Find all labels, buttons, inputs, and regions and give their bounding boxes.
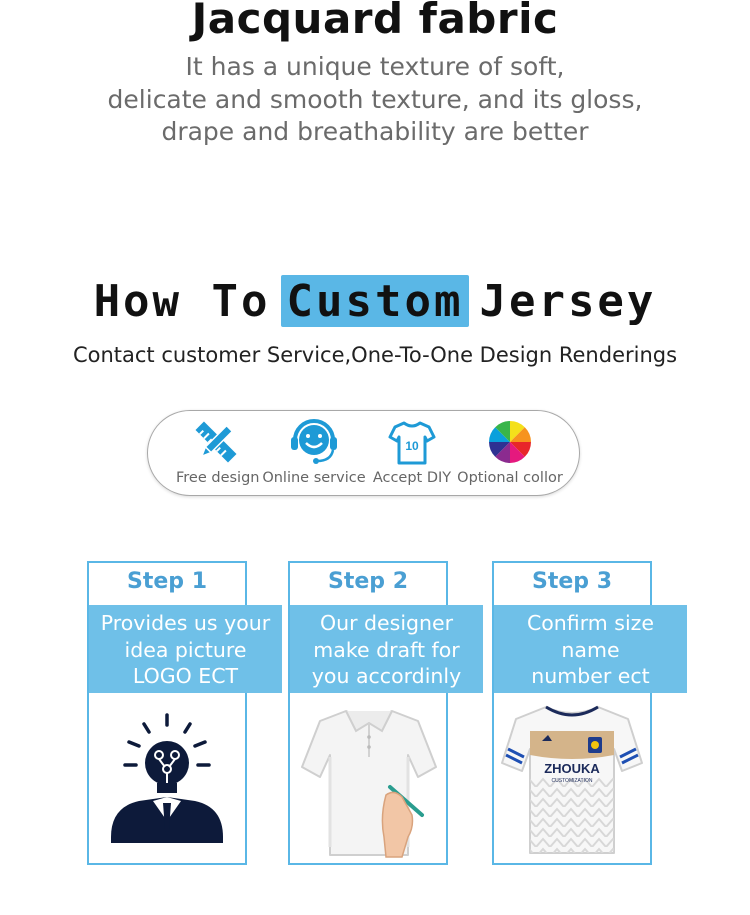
step-3-card bbox=[492, 561, 655, 865]
feature-label: Accept DIY bbox=[372, 470, 452, 486]
jersey-brand-text: ZHOUKA bbox=[544, 761, 600, 776]
fabric-description bbox=[0, 51, 750, 149]
feature-label: Free design bbox=[176, 470, 260, 486]
step-desc-line: Confirm size bbox=[526, 611, 655, 635]
step-desc-line: make draft for bbox=[313, 637, 460, 662]
step-desc-line: idea picture bbox=[124, 637, 247, 662]
step-1-card bbox=[87, 561, 271, 865]
step-desc-line: Provides us your bbox=[100, 611, 271, 635]
fabric-title: Jacquard fabric bbox=[191, 0, 559, 43]
fabric-desc-line: It has a unique texture of soft, bbox=[185, 52, 565, 81]
heading-highlight-custom: Custom bbox=[281, 275, 470, 327]
feature-free-design bbox=[176, 417, 260, 486]
zhouka-soccer-jersey bbox=[494, 697, 650, 861]
step-label: Step 2 bbox=[328, 569, 408, 594]
step-desc-line: name bbox=[561, 637, 620, 662]
fabric-desc-line: delicate and smooth texture, and its gloss, bbox=[107, 84, 643, 114]
feature-online-service bbox=[262, 417, 366, 486]
step-desc-line: number ect bbox=[531, 664, 650, 688]
heading-word-jersey: Jersey bbox=[479, 275, 657, 327]
step-desc-line: you accordinly bbox=[311, 664, 462, 688]
headset-icon bbox=[287, 417, 341, 467]
step-desc-line: Our designer bbox=[319, 611, 454, 635]
white-polo-shirt-with-drawing-hand bbox=[290, 697, 446, 861]
feature-optional-color bbox=[454, 417, 566, 486]
jersey-sub-text: CUSTOMIZATION bbox=[551, 778, 593, 784]
how-to-custom-heading bbox=[0, 272, 750, 330]
jersey-icon bbox=[387, 417, 437, 467]
step-label: Step 1 bbox=[127, 569, 207, 594]
feature-label: Optional collor bbox=[457, 470, 563, 486]
color-wheel-icon bbox=[485, 417, 535, 467]
step-label: Step 3 bbox=[532, 569, 612, 594]
how-to-subtitle: Contact customer Service,One-To-One Design Renderings bbox=[72, 343, 678, 367]
step-2-card bbox=[288, 561, 462, 865]
features-bar bbox=[147, 410, 580, 496]
jersey-icon-number: 10 bbox=[405, 439, 419, 453]
step-desc-line: LOGO ECT bbox=[132, 664, 239, 688]
step-description bbox=[89, 605, 282, 693]
lightbulb-man-illustration bbox=[89, 697, 245, 861]
pencil-ruler-icon bbox=[191, 417, 241, 467]
heading-word-how-to: How To bbox=[93, 275, 271, 327]
feature-accept-diy bbox=[372, 417, 452, 486]
step-description bbox=[290, 605, 483, 693]
feature-label: Online service bbox=[262, 470, 366, 486]
step-description bbox=[494, 605, 687, 693]
fabric-desc-line: drape and breathability are better bbox=[161, 117, 589, 146]
